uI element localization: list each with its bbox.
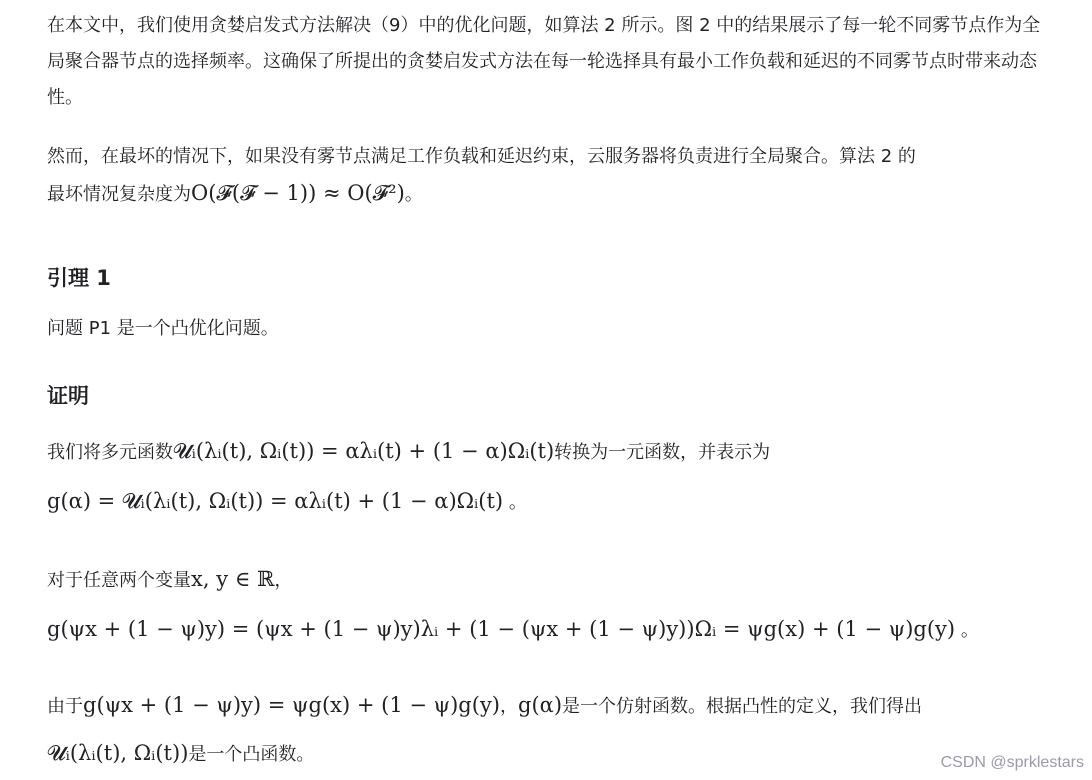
paragraph-lemma-statement: 问题 P1 是一个凸优化问题。 — [47, 318, 279, 339]
paragraph-proof-intro — [47, 438, 770, 464]
g-alpha-formula: g(α) = 𝓤ᵢ(λᵢ(t), Ωᵢ(t)) = αλᵢ(t) + (1 − α)Ωᵢ(t) — [47, 489, 504, 513]
affine-expansion-formula: g(ψx + (1 − ψ)y) = (ψx + (1 − ψ)y)λᵢ + (1 − (ψx + (1 − ψ)y))Ωᵢ = ψg(x) + (1 − ψ)g(y) — [47, 617, 956, 641]
text: ， — [274, 570, 293, 591]
text: 由于 — [47, 696, 83, 717]
utility-function-symbol: 𝓤ᵢ(λᵢ(t), Ωᵢ(t)) — [47, 741, 189, 765]
paragraph-worst-case-line1 — [47, 142, 916, 168]
text: ， — [500, 696, 518, 717]
text: 是一个仿射函数。根据凸性的定义，我们得出 — [562, 696, 923, 717]
text: 是一个凸函数。 — [188, 744, 315, 765]
variables-formula: x, y ∈ ℝ — [191, 567, 275, 591]
text: 。 — [404, 184, 423, 205]
paragraph-worst-case-line2 — [47, 180, 423, 206]
paragraph-greedy-heuristic: 在本文中，我们使用贪婪启发式方法解决（9）中的优化问题，如算法 2 所示。图 2 中的结果展示了每一轮不同雾节点作为全局聚合器节点的选择频率。这确保了所提出的贪婪启发式方法在每一轮选择具有最小工作负载和延迟的不同雾节点时带来动态性。 — [47, 15, 1041, 108]
text: 转换为一元函数，并表示为 — [554, 442, 771, 463]
text: 最坏情况复杂度为 — [47, 184, 191, 205]
csdn-watermark: CSDN @sprklestars — [940, 754, 1084, 771]
text: 我们将多元函数 — [47, 442, 173, 463]
complexity-formula: O(𝓕(𝓕 − 1)) ≈ O(𝓕²) — [191, 181, 405, 205]
affine-identity-formula: g(ψx + (1 − ψ)y) = ψg(x) + (1 − ψ)g(y) — [83, 693, 500, 717]
text: 然而，在最坏的情况下，如果没有雾节点满足工作负载和延迟约束，云服务器将负责进行全局聚合。算法 2 的 — [47, 146, 916, 167]
text: 。 — [508, 492, 527, 513]
text: 对于任意两个变量 — [47, 570, 191, 591]
text: 。 — [960, 620, 979, 641]
paragraph-any-two-variables — [47, 566, 292, 592]
formula-affine-expansion — [47, 616, 979, 642]
g-alpha-symbol: g(α) — [518, 693, 563, 717]
formula-g-alpha — [47, 488, 527, 514]
paragraph-conclusion-line1 — [47, 692, 922, 718]
paragraph-conclusion-line2 — [47, 740, 314, 766]
heading-proof: 证明 — [47, 384, 89, 408]
heading-lemma-1: 引理 1 — [47, 266, 111, 290]
multivariate-function-formula: 𝓤ᵢ(λᵢ(t), Ωᵢ(t)) = αλᵢ(t) + (1 − α)Ωᵢ(t) — [173, 439, 555, 463]
